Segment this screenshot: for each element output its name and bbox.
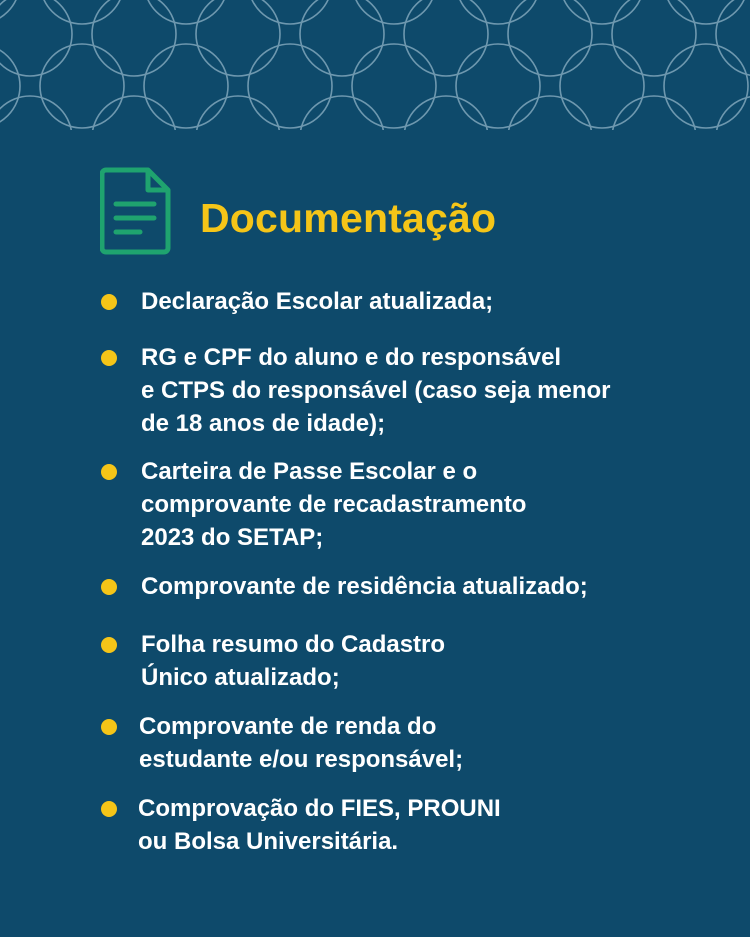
list-item-text: Declaração Escolar atualizada; <box>141 288 494 315</box>
bullet-icon <box>101 464 117 480</box>
list-item-text: Comprovante de renda do estudante e/ou responsável; <box>139 713 464 773</box>
bullet-icon <box>101 801 117 817</box>
list-item-text: Carteira de Passe Escolar e o comprovante de recadastramento 2023 do SETAP; <box>141 458 527 551</box>
list-item-text: Folha resumo do Cadastro Único atualizado; <box>141 631 446 691</box>
bullet-icon <box>101 579 117 595</box>
bullet-icon <box>101 719 117 735</box>
bullet-icon <box>101 294 117 310</box>
list-item-text: RG e CPF do aluno e do responsável e CTPS do responsável (caso seja menor de 18 anos de idade); <box>141 344 611 437</box>
document-icon <box>100 166 172 256</box>
list-item-text: Comprovante de residência atualizado; <box>141 573 588 600</box>
decorative-pattern <box>0 0 750 130</box>
list-item-text: Comprovação do FIES, PROUNI ou Bolsa Universitária. <box>138 795 501 855</box>
bullet-icon <box>101 350 117 366</box>
bullet-icon <box>101 637 117 653</box>
page-title: Documentação <box>200 195 497 241</box>
